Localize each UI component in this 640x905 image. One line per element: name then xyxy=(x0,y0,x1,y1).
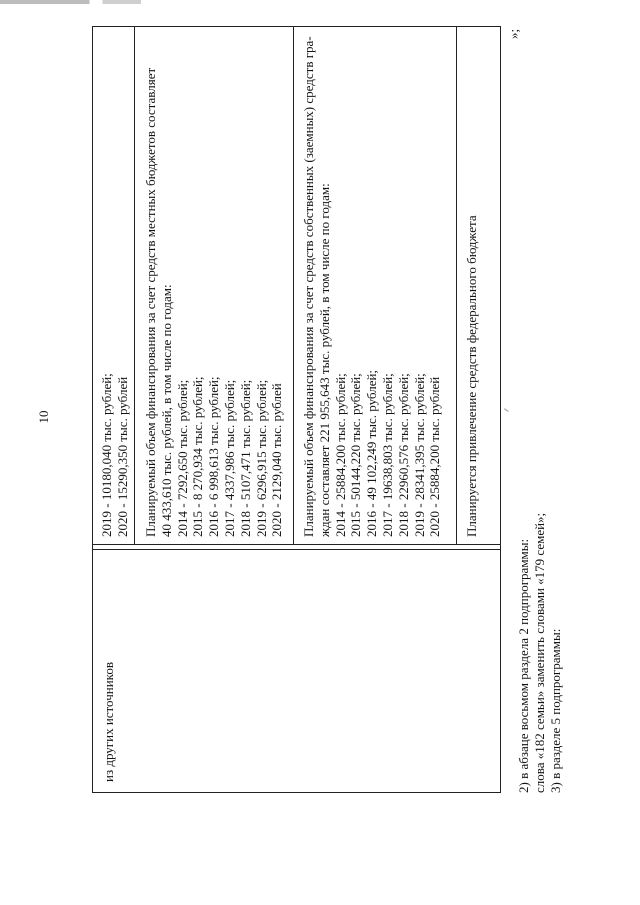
text-line: ждан составляет 221 955,643 тыс. рублей, в том числе по годам: xyxy=(316,183,332,537)
amendments-text xyxy=(516,513,564,793)
cell-local-budgets xyxy=(143,68,285,537)
text-line: 2019 - 10180,040 тыс. рублей; xyxy=(99,373,114,537)
text-line: 2018 - 22960,576 тыс. рублей; xyxy=(395,373,411,537)
text-line: 2020 - 2129,040 тыс. рублей xyxy=(269,383,285,537)
text-line: 2015 - 8 270,934 тыс. рублей; xyxy=(190,376,206,537)
cell-federal-budget xyxy=(464,215,480,537)
closing-quote-mark: »; xyxy=(506,28,521,39)
text-line: 2015 - 50144,220 тыс. рублей; xyxy=(348,373,364,537)
cell-citizens-funds xyxy=(301,36,443,537)
text-line: 2020 - 25884,200 тыс. рублей xyxy=(427,376,443,537)
text-line: 2014 - 7292,650 тыс. рублей; xyxy=(174,379,190,537)
table-column-divider-double xyxy=(93,544,500,545)
text-line: Планируемый объем финансирования за счет средств местных бюджетов составляет xyxy=(143,67,158,537)
table-row-divider xyxy=(134,27,135,545)
text-line: 2017 - 4337,986 тыс. рублей; xyxy=(221,379,237,537)
text-line: 2019 - 6296,915 тыс. рублей; xyxy=(253,379,269,537)
text-line: 2020 - 15290,350 тыс. рублей xyxy=(114,376,130,537)
text-line: 2016 - 6 998,613 тыс. рублей; xyxy=(206,376,222,537)
amendment-line: слова «182 семьи» заменить словами «179 семей»; xyxy=(532,512,547,793)
financing-table xyxy=(92,26,501,793)
table-column-divider xyxy=(93,549,500,550)
cell-other-sources xyxy=(99,373,131,537)
text-line: 40 433,610 тыс. рублей, в том числе по годам: xyxy=(158,284,174,537)
row-label-other-sources: из других источников xyxy=(101,662,116,782)
amendment-line: 2) в абзаце восьмом раздела 2 подпрограммы: xyxy=(516,538,531,793)
text-line: 2018 - 5107,471 тыс. рублей; xyxy=(237,379,253,537)
table-row-divider xyxy=(456,27,457,545)
text-line: 2017 - 19638,803 тыс. рублей; xyxy=(379,373,395,537)
text-line: Планируется привлечение средств федерального бюджета xyxy=(464,215,479,537)
text-line: Планируемый объем финансирования за счет средств собственных (заемных) средств гра- xyxy=(301,36,316,537)
text-line: 2019 - 28341,395 тыс. рублей; xyxy=(411,373,427,537)
text-line: 2016 - 49 102,249 тыс. рублей; xyxy=(364,369,380,537)
table-row-divider xyxy=(293,27,294,545)
text-line: 2014 - 25884,200 тыс. рублей; xyxy=(332,373,348,537)
page-number: 10 xyxy=(36,410,51,424)
amendment-line: 3) в разделе 5 подпрограммы: xyxy=(548,628,563,793)
pencil-mark xyxy=(504,405,511,412)
